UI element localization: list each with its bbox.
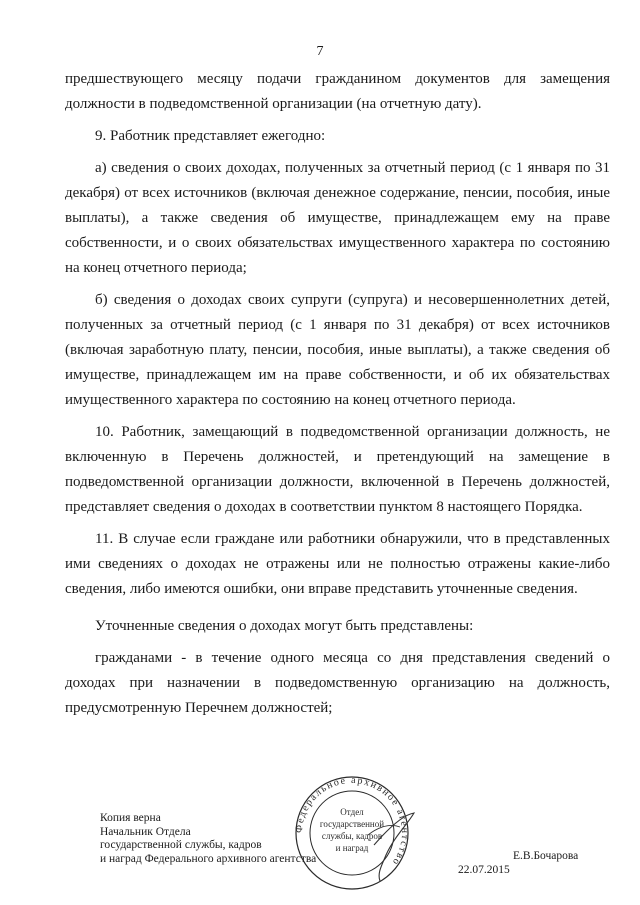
signer-name: Е.В.Бочарова bbox=[513, 850, 579, 862]
document-body bbox=[65, 67, 610, 721]
stamp-line-3: службы, кадров bbox=[321, 831, 383, 841]
certification-position: Начальник Отдела bbox=[100, 825, 191, 838]
certification-department: государственной службы, кадров bbox=[100, 839, 262, 851]
paragraph-citizens: гражданами - в течение одного месяца со дня представления сведений о доходах при назначении в подведомственную организацию на должность, предусмотренную Перечнем должностей; bbox=[65, 650, 610, 716]
paragraph-10: 10. Работник, замещающий в подведомственной организации должность, не включенную в Перечень должностей, и претендующий на замещение в подведомственной организации должности, включенной в Перечень должностей, представляет сведения о доходах в соответствии пунктом 8 настоящего Порядка. bbox=[65, 424, 610, 515]
paragraph-clarified: Уточненные сведения о доходах могут быть представлены: bbox=[95, 618, 474, 634]
page-number: 7 bbox=[316, 44, 324, 59]
certification-date: 22.07.2015 bbox=[458, 864, 510, 876]
paragraph-11: 11. В случае если граждане или работники обнаружили, что в представленных ими сведениях о доходах не отражены или не полностью отражены какие-либо сведения, либо имеются ошибки, они вправе представить уточненные сведения. bbox=[65, 531, 610, 597]
certification-agency: и наград Федерального архивного агентства bbox=[100, 852, 317, 865]
paragraph-9b: б) сведения о доходах своих супруги (супруга) и несовершеннолетних детей, полученных за отчетный период (с 1 января по 31 декабря) от всех источников (включая заработную плату, пенсии, пособия, иные выплаты), а также сведения об имуществе, принадлежащем им на праве собственности, и об их обязательствах имущественного характера по состоянию на конец отчетного периода. bbox=[65, 292, 610, 408]
paragraph-9: 9. Работник представляет ежегодно: bbox=[95, 128, 326, 144]
certification-copy-true: Копия верна bbox=[100, 812, 161, 824]
stamp-line-1: Отдел bbox=[340, 807, 364, 817]
stamp-ring-text: Федеральное архивное агентство bbox=[293, 775, 411, 868]
stamp-line-2: государственной bbox=[319, 819, 385, 829]
paragraph-9a: а) сведения о своих доходах, полученных за отчетный период (с 1 января по 31 декабря) от всех источников (включая денежное содержание, пенсии, пособия, иные выплаты), а также сведения об имуществе, принадлежащем ему на праве собственности, и о своих обязательствах имущественного характера по состоянию на конец отчетного периода; bbox=[65, 160, 610, 276]
paragraph-continuation: предшествующего месяцу подачи гражданином документов для замещения должности в подведомственной организации (на отчетную дату). bbox=[65, 71, 610, 112]
stamp-line-4: и наград bbox=[335, 843, 369, 853]
official-stamp bbox=[282, 775, 422, 890]
